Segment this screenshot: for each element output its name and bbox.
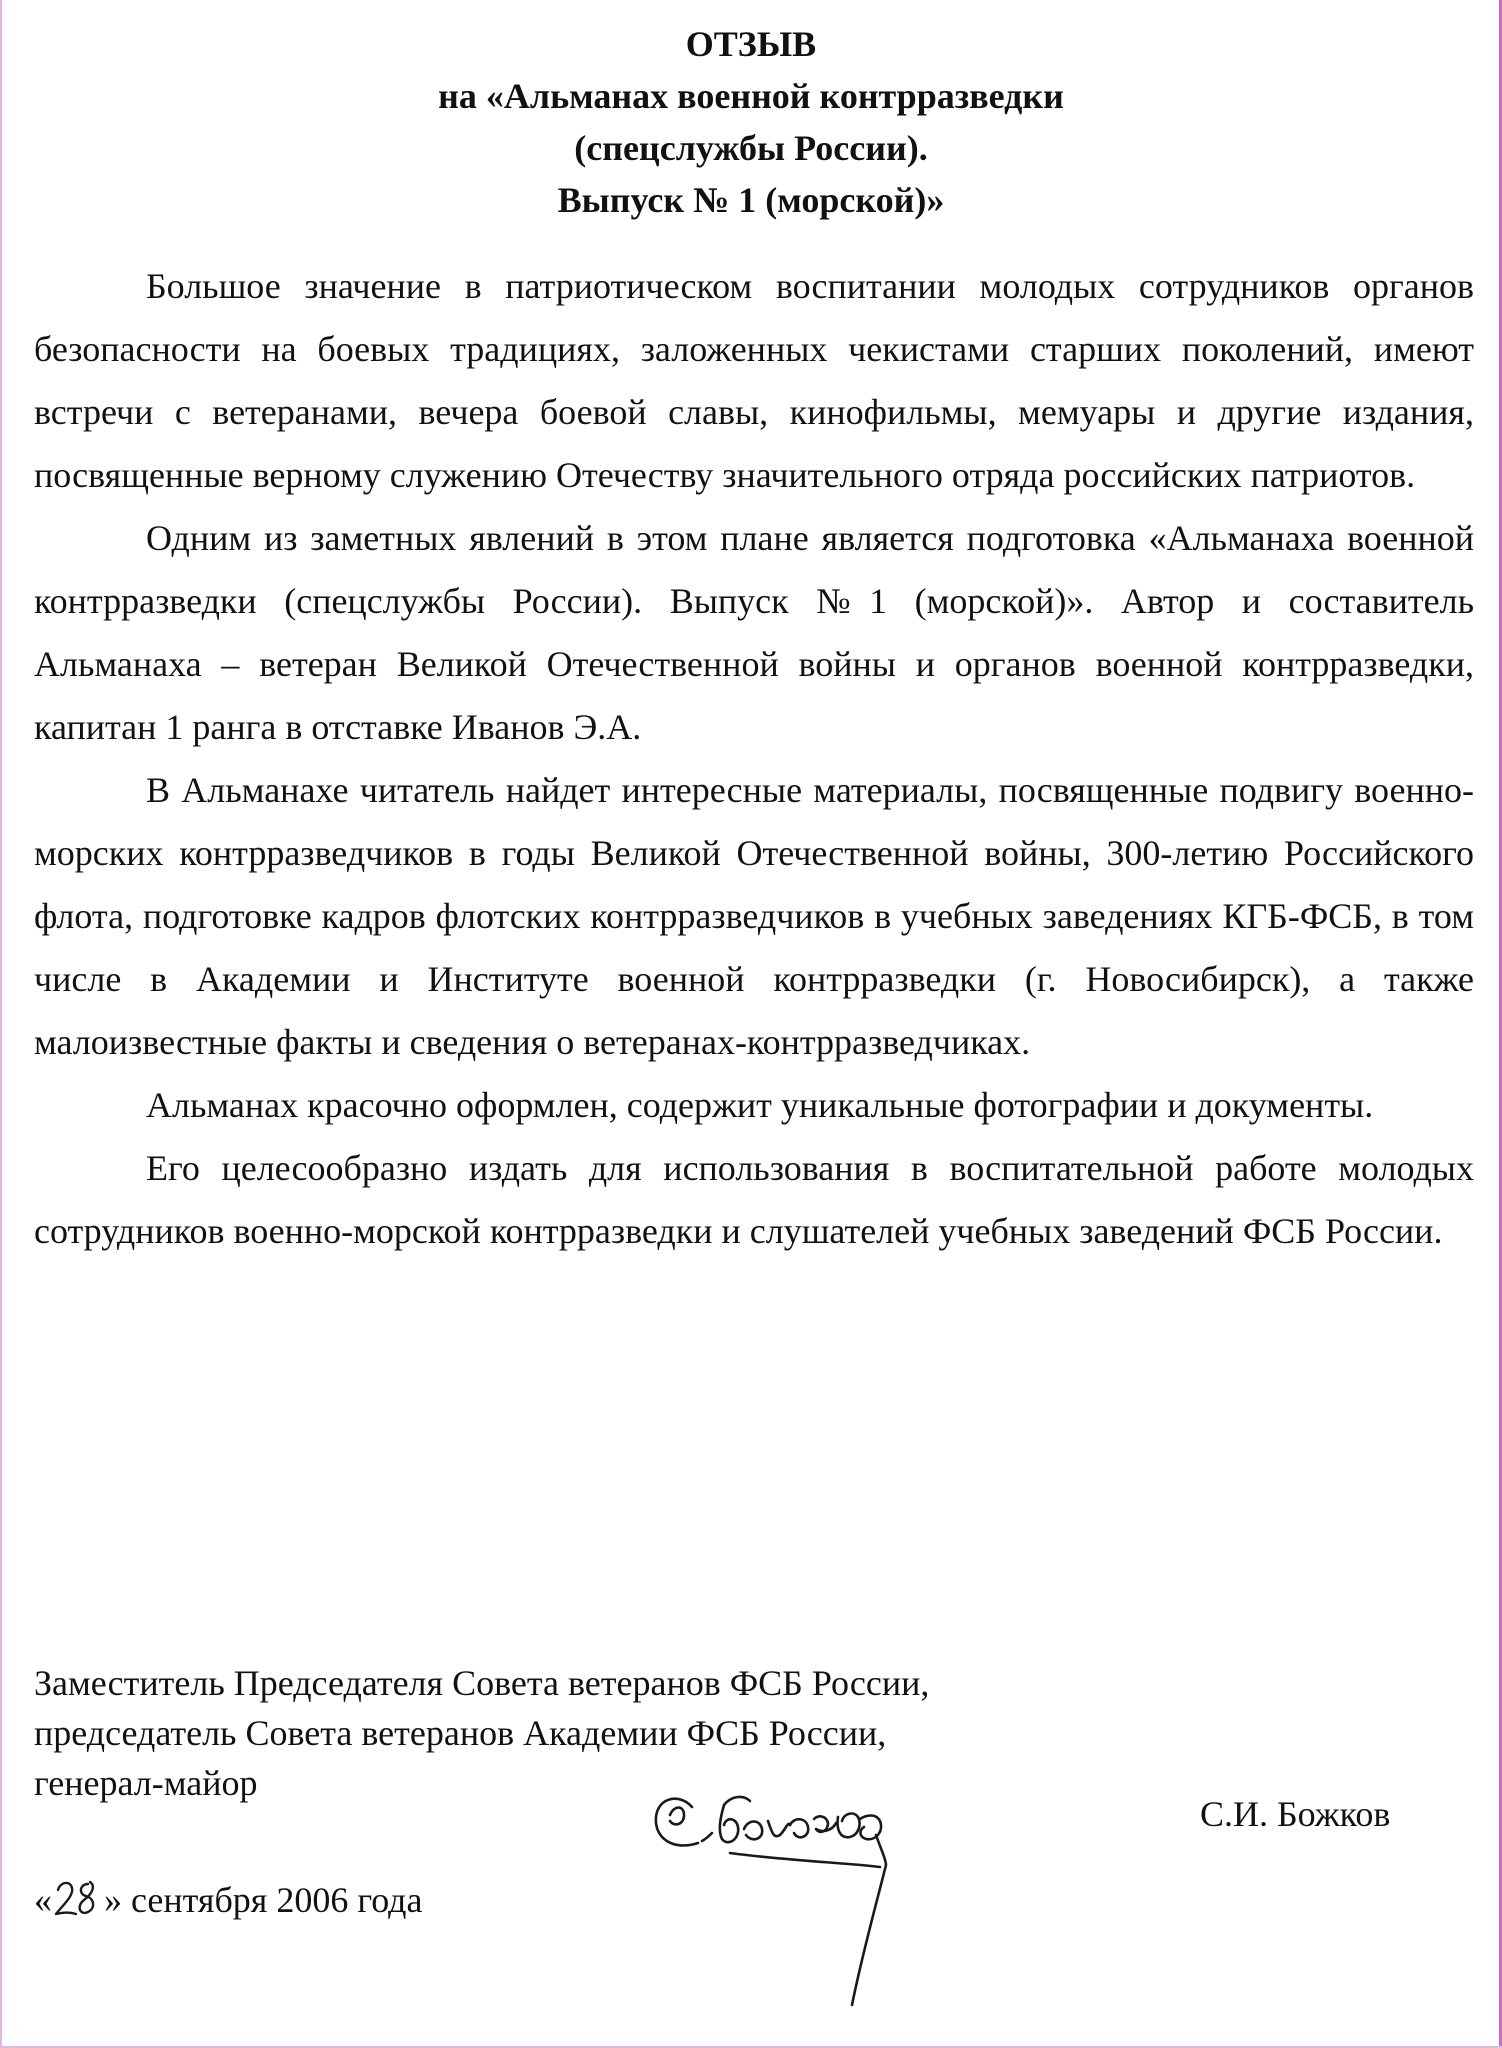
document-title: ОТЗЫВ <box>685 24 817 64</box>
header-line-2: (спецслужбы России). <box>574 128 928 168</box>
handwritten-signature <box>640 1755 930 2015</box>
date-close-quote: » <box>104 1880 122 1920</box>
signer-position-line-1: Заместитель Председателя Совета ветеранов ФСБ России, <box>34 1663 930 1703</box>
document-body <box>34 255 1474 1263</box>
header-line-1: на «Альманах военной контрразведки <box>438 76 1064 116</box>
handwritten-day-mark <box>52 1876 104 1920</box>
header-line-3: Выпуск № 1 (морской)» <box>557 180 945 220</box>
page-edge-left <box>0 0 2 2048</box>
paragraph-2: Одним из заметных явлений в этом плане является подготовка «Альманаха военной контрразведки (спецслужбы России). Выпуск №1 (морской)». Автор и составитель Альманаха – ветеран Великой Отечественной войны и органов военной контрразведки, капитан 1 ранга в отставке Иванов Э.А. <box>34 518 1474 747</box>
signer-rank: генерал-майор <box>34 1763 258 1803</box>
signer-block <box>34 1658 1134 1808</box>
paragraph-4: Альманах красочно оформлен, содержит уникальные фотографии и документы. <box>146 1085 1374 1125</box>
date-text: сентября 2006 года <box>122 1880 423 1920</box>
paragraph-3: В Альманахе читатель найдет интересные материалы, посвященные подвигу военно-морских контрразведчиков в годы Великой Отечественной войны, 300-летию Российского флота, подготовке кадров флотских контрразведчиков в учебных заведениях КГБ-ФСБ, в том числе в Академии и Институте военной контрразведки (г. Новосибирск), а также малоизвестные факты и сведения о ветеранах-контрразведчиках. <box>34 770 1474 1062</box>
signer-position-line-2: председатель Совета ветеранов Академии ФСБ России, <box>34 1713 887 1753</box>
document-header <box>0 18 1502 226</box>
paragraph-1: Большое значение в патриотическом воспитании молодых сотрудников органов безопасности на боевых традициях, заложенных чекистами старших поколений, имеют встречи с ветеранами, вечера боевой славы, кинофильмы, мемуары и другие издания, посвященные верному служению Отечеству значительного отряда российских патриотов. <box>34 266 1474 495</box>
document-date <box>34 1875 422 1925</box>
date-open-quote: « <box>34 1880 52 1920</box>
paragraph-5: Его целесообразно издать для использования в воспитательной работе молодых сотрудников военно-морской контрразведки и слушателей учебных заведений ФСБ России. <box>34 1148 1474 1251</box>
signer-name: С.И. Божков <box>1200 1794 1391 1834</box>
